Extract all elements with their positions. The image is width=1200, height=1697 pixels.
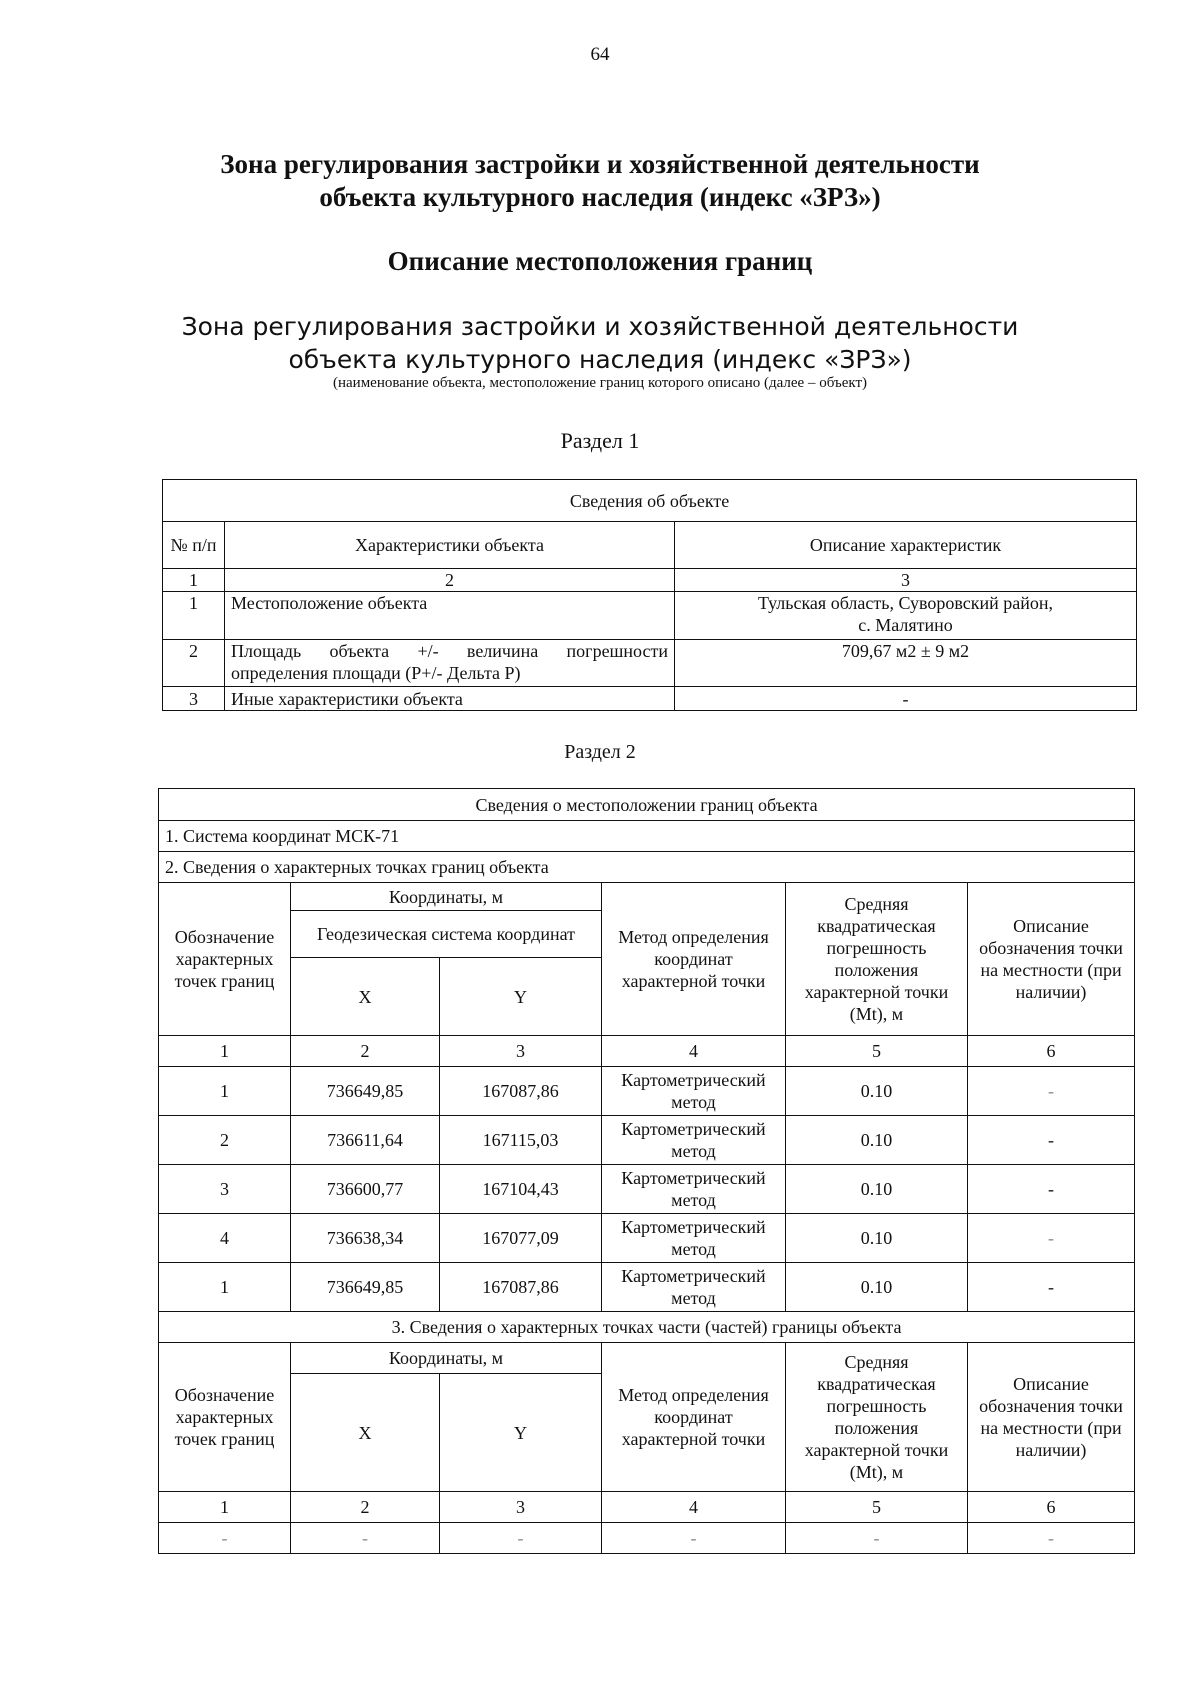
point-id: 1 (159, 1067, 291, 1116)
row-description-line: с. Малятино (858, 615, 953, 635)
point-method: Картометрический метод (602, 1263, 786, 1312)
table-row (163, 687, 1137, 711)
parts-header-method: Метод определения координат характерной точки (602, 1343, 786, 1492)
table-row (159, 1067, 1135, 1116)
point-description: - (968, 1263, 1135, 1312)
row-characteristic: Иные характеристики объекта (225, 687, 675, 711)
header-description: Описание обозначения точки на местности (при наличии) (968, 883, 1135, 1036)
table-title: Сведения об объекте (163, 480, 1137, 522)
table-row (159, 1263, 1135, 1312)
header-y: Y (440, 958, 602, 1036)
page-number: 64 (590, 44, 610, 65)
header-description: Описание характеристик (675, 522, 1137, 569)
row-description-line: Тульская область, Суворовский район, (757, 593, 1054, 613)
row-description: 709,67 м2 ± 9 м2 (675, 640, 1137, 687)
point-x: 736638,34 (291, 1214, 440, 1263)
parts-header-designation: Обозначение характерных точек границ (159, 1343, 291, 1492)
point-description: - (968, 1214, 1135, 1263)
object-name-line: Зона регулирования застройки и хозяйственной деятельности (181, 312, 1019, 341)
header-error: Средняя квадратическая погрешность положения характерной точки (Mt), м (786, 883, 968, 1036)
col-number: 2 (291, 1036, 440, 1067)
point-description: - (968, 1165, 1135, 1214)
parts-title: 3. Сведения о характерных точках части (частей) границы объекта (159, 1312, 1135, 1343)
table-row (163, 640, 1137, 687)
point-error: 0.10 (786, 1067, 968, 1116)
col-number: 1 (159, 1036, 291, 1067)
point-y: 167087,86 (440, 1067, 602, 1116)
section1-heading: Раздел 1 (560, 428, 640, 453)
row-num: 3 (163, 687, 225, 711)
table-row (163, 592, 1137, 640)
parts-header-y: Y (440, 1374, 602, 1492)
object-info-table (162, 479, 1137, 711)
object-name-line: объекта культурного наследия (индекс «ЗРЗ») (288, 345, 912, 374)
col-number: 3 (675, 569, 1137, 592)
col-number: 6 (968, 1036, 1135, 1067)
point-method: Картометрический метод (602, 1067, 786, 1116)
parts-cell: - (159, 1523, 291, 1554)
point-x: 736649,85 (291, 1067, 440, 1116)
col-number: 2 (291, 1492, 440, 1523)
parts-cell: - (602, 1523, 786, 1554)
point-y: 167115,03 (440, 1116, 602, 1165)
col-number: 3 (440, 1492, 602, 1523)
col-number: 6 (968, 1492, 1135, 1523)
table-row (159, 1116, 1135, 1165)
header-coords: Координаты, м (291, 883, 602, 911)
row-description (675, 592, 1137, 640)
points-title: 2. Сведения о характерных точках границ объекта (159, 852, 1135, 883)
parts-header-error: Средняя квадратическая погрешность положения характерной точки (Mt), м (786, 1343, 968, 1492)
row-num: 2 (163, 640, 225, 687)
point-method: Картометрический метод (602, 1116, 786, 1165)
table-row (159, 1165, 1135, 1214)
parts-cell: - (786, 1523, 968, 1554)
header-x: X (291, 958, 440, 1036)
parts-cell: - (291, 1523, 440, 1554)
point-error: 0.10 (786, 1214, 968, 1263)
document-title-line: объекта культурного наследия (индекс «ЗРЗ») (319, 182, 881, 212)
point-method: Картометрический метод (602, 1165, 786, 1214)
point-id: 2 (159, 1116, 291, 1165)
point-error: 0.10 (786, 1165, 968, 1214)
point-method: Картометрический метод (602, 1214, 786, 1263)
point-error: 0.10 (786, 1116, 968, 1165)
header-designation: Обозначение характерных точек границ (159, 883, 291, 1036)
col-number: 4 (602, 1036, 786, 1067)
col-number: 3 (440, 1036, 602, 1067)
col-number: 2 (225, 569, 675, 592)
row-characteristic: Площадь объекта +/- величина погрешности определения площади (P+/- Дельта P) (225, 640, 675, 687)
point-description: - (968, 1116, 1135, 1165)
parts-cell: - (968, 1523, 1135, 1554)
parts-header-coords: Координаты, м (291, 1343, 602, 1374)
document-title (150, 148, 1050, 214)
header-method: Метод определения координат характерной точки (602, 883, 786, 1036)
point-y: 167104,43 (440, 1165, 602, 1214)
coord-system: 1. Система координат МСК-71 (159, 821, 1135, 852)
point-y: 167087,86 (440, 1263, 602, 1312)
table-row (159, 1523, 1135, 1554)
object-name (150, 310, 1050, 376)
col-number: 1 (159, 1492, 291, 1523)
point-x: 736649,85 (291, 1263, 440, 1312)
point-error: 0.10 (786, 1263, 968, 1312)
parts-header-description: Описание обозначения точки на местности (при наличии) (968, 1343, 1135, 1492)
header-characteristic: Характеристики объекта (225, 522, 675, 569)
point-id: 4 (159, 1214, 291, 1263)
point-description: - (968, 1067, 1135, 1116)
point-id: 3 (159, 1165, 291, 1214)
object-caption: (наименование объекта, местоположение границ которого описано (далее – объект) (332, 375, 868, 391)
table-title: Сведения о местоположении границ объекта (159, 789, 1135, 821)
parts-header-x: X (291, 1374, 440, 1492)
col-number: 5 (786, 1036, 968, 1067)
header-num: № п/п (163, 522, 225, 569)
point-id: 1 (159, 1263, 291, 1312)
header-geodesic: Геодезическая система координат (291, 911, 602, 958)
document-subtitle: Описание местоположения границ (387, 246, 813, 276)
row-num: 1 (163, 592, 225, 640)
row-description: - (675, 687, 1137, 711)
point-y: 167077,09 (440, 1214, 602, 1263)
col-number: 1 (163, 569, 225, 592)
document-title-line: Зона регулирования застройки и хозяйственной деятельности (220, 149, 980, 179)
col-number: 4 (602, 1492, 786, 1523)
point-x: 736611,64 (291, 1116, 440, 1165)
boundary-points-table (158, 788, 1135, 1554)
col-number: 5 (786, 1492, 968, 1523)
section2-heading: Раздел 2 (564, 741, 636, 763)
parts-cell: - (440, 1523, 602, 1554)
row-characteristic: Местоположение объекта (225, 592, 675, 640)
table-row (159, 1214, 1135, 1263)
point-x: 736600,77 (291, 1165, 440, 1214)
